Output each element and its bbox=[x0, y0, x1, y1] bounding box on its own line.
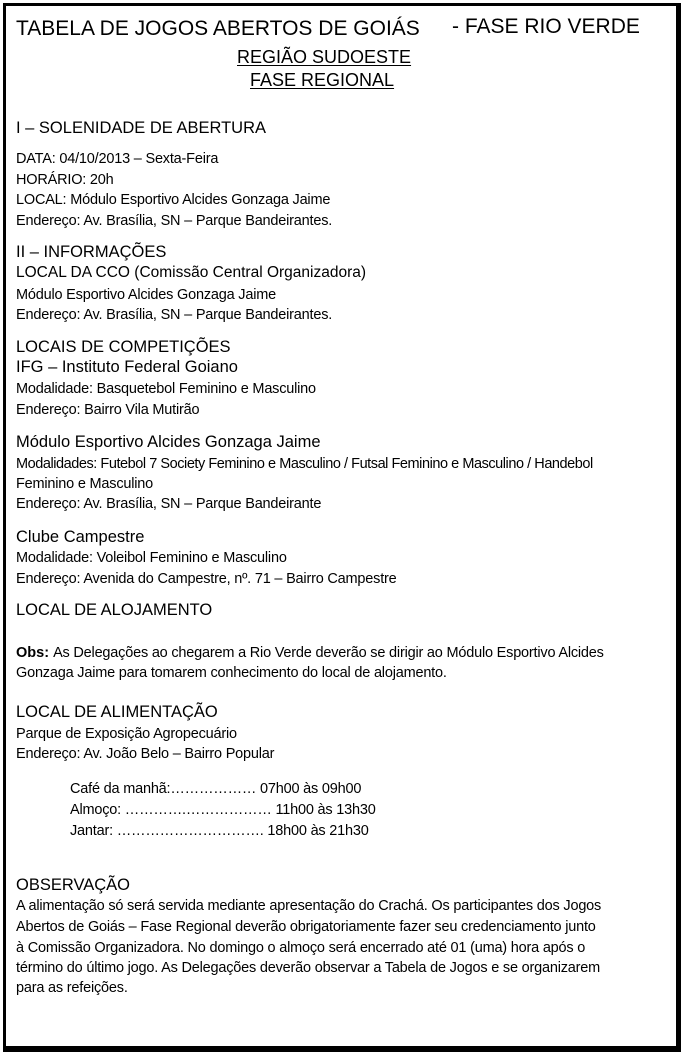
subtitle-region: REGIÃO SUDOESTE bbox=[237, 47, 412, 67]
title-phase: - FASE RIO VERDE bbox=[452, 15, 640, 38]
meal-dinner: Jantar: …………………………. 18h00 às 21h30 bbox=[70, 823, 369, 839]
observation-line-5: para as refeições. bbox=[16, 980, 128, 996]
title-main: TABELA DE JOGOS ABERTOS DE GOIÁS bbox=[16, 17, 420, 40]
opening-date: DATA: 04/10/2013 – Sexta-Feira bbox=[16, 151, 219, 167]
observation-line-2: Abertos de Goiás – Fase Regional deverão obrigatoriamente fazer seu credenciamento junto bbox=[16, 919, 596, 935]
cco-address: Endereço: Av. Brasília, SN – Parque Bandeirantes. bbox=[16, 307, 333, 323]
meal-lunch: Almoço: ………….……………… 11h00 às 13h30 bbox=[70, 802, 376, 818]
observation-line-3: à Comissão Organizadora. No domingo o almoço será encerrado até 01 (uma) hora após o bbox=[16, 940, 586, 956]
observation-line-1: A alimentação só será servida mediante apresentação do Crachá. Os participantes dos Jogos bbox=[16, 898, 602, 914]
meal-breakfast: Café da manhã:……………… 07h00 às 09h00 bbox=[70, 781, 362, 797]
food-venue: Parque de Exposição Agropecuário bbox=[16, 726, 237, 742]
venue-clube-address: Endereço: Avenida do Campestre, nº. 71 – Bairro Campestre bbox=[16, 571, 397, 587]
opening-location: LOCAL: Módulo Esportivo Alcides Gonzaga Jaime bbox=[16, 192, 331, 208]
section-heading-opening: I – SOLENIDADE DE ABERTURA bbox=[16, 119, 267, 137]
observation-heading: OBSERVAÇÃO bbox=[16, 876, 131, 894]
food-address: Endereço: Av. João Belo – Bairro Popular bbox=[16, 746, 275, 762]
venue-modulo-modalities: Modalidades: Futebol 7 Society Feminino e Masculino / Futsal Feminino e Masculino / Handebol bbox=[16, 456, 593, 472]
cco-venue: Módulo Esportivo Alcides Gonzaga Jaime bbox=[16, 287, 276, 303]
subtitle-phase: FASE REGIONAL bbox=[250, 70, 395, 90]
venue-ifg-modality: Modalidade: Basquetebol Feminino e Masculino bbox=[16, 381, 316, 397]
venue-modulo-name: Módulo Esportivo Alcides Gonzaga Jaime bbox=[16, 433, 321, 451]
opening-time: HORÁRIO: 20h bbox=[16, 172, 114, 188]
cco-heading: LOCAL DA CCO (Comissão Central Organizadora) bbox=[16, 264, 367, 281]
section-heading-info: II – INFORMAÇÕES bbox=[16, 243, 167, 261]
venue-clube-modality: Modalidade: Voleibol Feminino e Masculino bbox=[16, 550, 287, 566]
opening-address: Endereço: Av. Brasília, SN – Parque Bandeirantes. bbox=[16, 213, 333, 229]
venue-modulo-address: Endereço: Av. Brasília, SN – Parque Bandeirante bbox=[16, 496, 322, 512]
obs-label: Obs: bbox=[16, 645, 50, 661]
venue-ifg-name: IFG – Instituto Federal Goiano bbox=[16, 358, 238, 376]
food-heading: LOCAL DE ALIMENTAÇÃO bbox=[16, 703, 218, 721]
venue-modulo-modalities-cont: Feminino e Masculino bbox=[16, 476, 154, 492]
venue-clube-name: Clube Campestre bbox=[16, 528, 145, 546]
competitions-heading: LOCAIS DE COMPETIÇÕES bbox=[16, 338, 231, 356]
lodging-heading: LOCAL DE ALOJAMENTO bbox=[16, 601, 213, 619]
obs-text-1: As Delegações ao chegarem a Rio Verde deverão se dirigir ao Módulo Esportivo Alcides bbox=[53, 645, 604, 661]
observation-line-4: término do último jogo. As Delegações deverão observar a Tabela de Jogos e se organizarem bbox=[16, 960, 601, 976]
venue-ifg-address: Endereço: Bairro Vila Mutirão bbox=[16, 402, 200, 418]
lodging-obs-line1 bbox=[16, 643, 604, 664]
lodging-obs-line2: Gonzaga Jaime para tomarem conhecimento do local de alojamento. bbox=[16, 665, 447, 681]
